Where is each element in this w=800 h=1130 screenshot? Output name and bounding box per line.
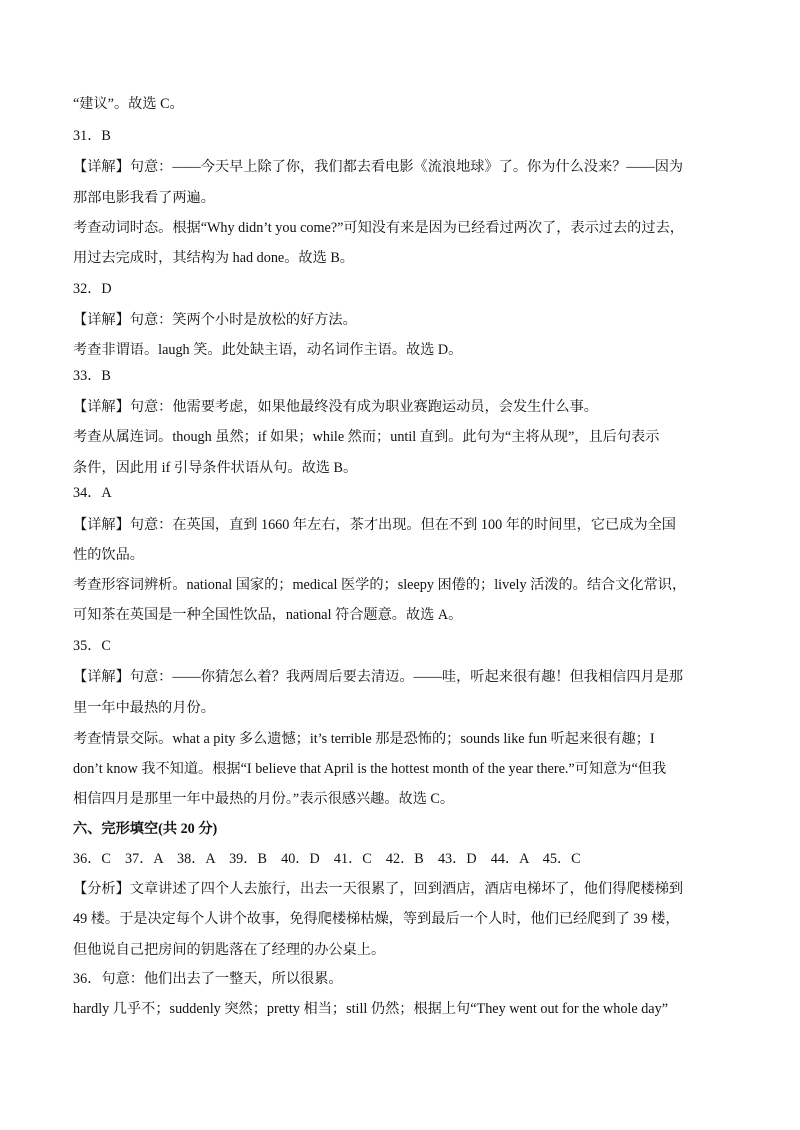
answer-31: 31．B: [73, 128, 111, 144]
answer-33: 33．B: [73, 368, 111, 384]
text-line: 【分析】文章讲述了四个人去旅行，出去一天很累了，回到酒店，酒店电梯坏了，他们得爬楼梯到: [73, 881, 684, 897]
text-line: 用过去完成时，其结构为 had done。故选 B。: [73, 250, 354, 266]
text-line: 性的饮品。: [73, 547, 144, 563]
text-line: 条件，因此用 if 引导条件状语从句。故选 B。: [73, 460, 358, 476]
text-line: 【详解】句意：他需要考虑，如果他最终没有成为职业赛跑运动员，会发生什么事。: [73, 399, 598, 415]
answer-34: 34．A: [73, 485, 112, 501]
text-line: 考查从属连词。though 虽然；if 如果；while 然而；until 直到。此句为“主将从现”，且后句表示: [73, 429, 660, 445]
text-line: 考查非谓语。laugh 笑。此处缺主语，动名词作主语。故选 D。: [73, 342, 463, 358]
text-line: hardly 几乎不；suddenly 突然；pretty 相当；still 仍然；根据上句“They went out for the whole day”: [73, 1001, 668, 1017]
text-line: 相信四月是那里一年中最热的月份。”表示很感兴趣。故选 C。: [73, 791, 455, 807]
text-line: 【详解】句意：笑两个小时是放松的好方法。: [73, 312, 357, 328]
text-line: 里一年中最热的月份。: [73, 700, 215, 716]
text-line: “建议”。故选 C。: [73, 96, 184, 112]
answer-35: 35．C: [73, 638, 111, 654]
text-line: 考查形容词辨析。national 国家的；medical 医学的；sleepy 困倦的；lively 活泼的。结合文化常识，: [73, 577, 687, 593]
text-line: 49 楼。于是决定每个人讲个故事，免得爬楼梯枯燥，等到最后一个人时，他们已经爬到了 39 楼，: [73, 911, 680, 927]
text-line: don’t know 我不知道。根据“I believe that April is the hottest month of the year there.”可知意为“但我: [73, 761, 667, 777]
text-line: 可知茶在英国是一种全国性饮品，national 符合题意。故选 A。: [73, 607, 463, 623]
answer-key-row: 36．C 37．A 38．A 39．B 40．D 41．C 42．B 43．D 44．A 45．C: [73, 851, 581, 867]
section-heading: 六、完形填空(共 20 分): [73, 821, 218, 837]
text-line: 【详解】句意：——今天早上除了你，我们都去看电影《流浪地球》了。你为什么没来？——因为: [73, 159, 684, 175]
text-line: 但他说自己把房间的钥匙落在了经理的办公桌上。: [73, 942, 386, 958]
text-line: 【详解】句意：在英国，直到 1660 年左右，茶才出现。但在不到 100 年的时间里，它已成为全国: [73, 517, 676, 533]
text-line: 考查情景交际。what a pity 多么遗憾；it’s terrible 那是恐怖的；sounds like fun 听起来很有趣；I: [73, 731, 655, 747]
answer-32: 32．D: [73, 281, 112, 297]
text-line: 36．句意：他们出去了一整天，所以很累。: [73, 971, 343, 987]
text-line: 【详解】句意：——你猜怎么着？我两周后要去清迈。——哇，听起来很有趣！但我相信四月是那: [73, 669, 684, 685]
text-line: 那部电影我看了两遍。: [73, 190, 215, 206]
text-line: 考查动词时态。根据“Why didn’t you come?”可知没有来是因为已经看过两次了，表示过去的过去，: [73, 220, 684, 236]
